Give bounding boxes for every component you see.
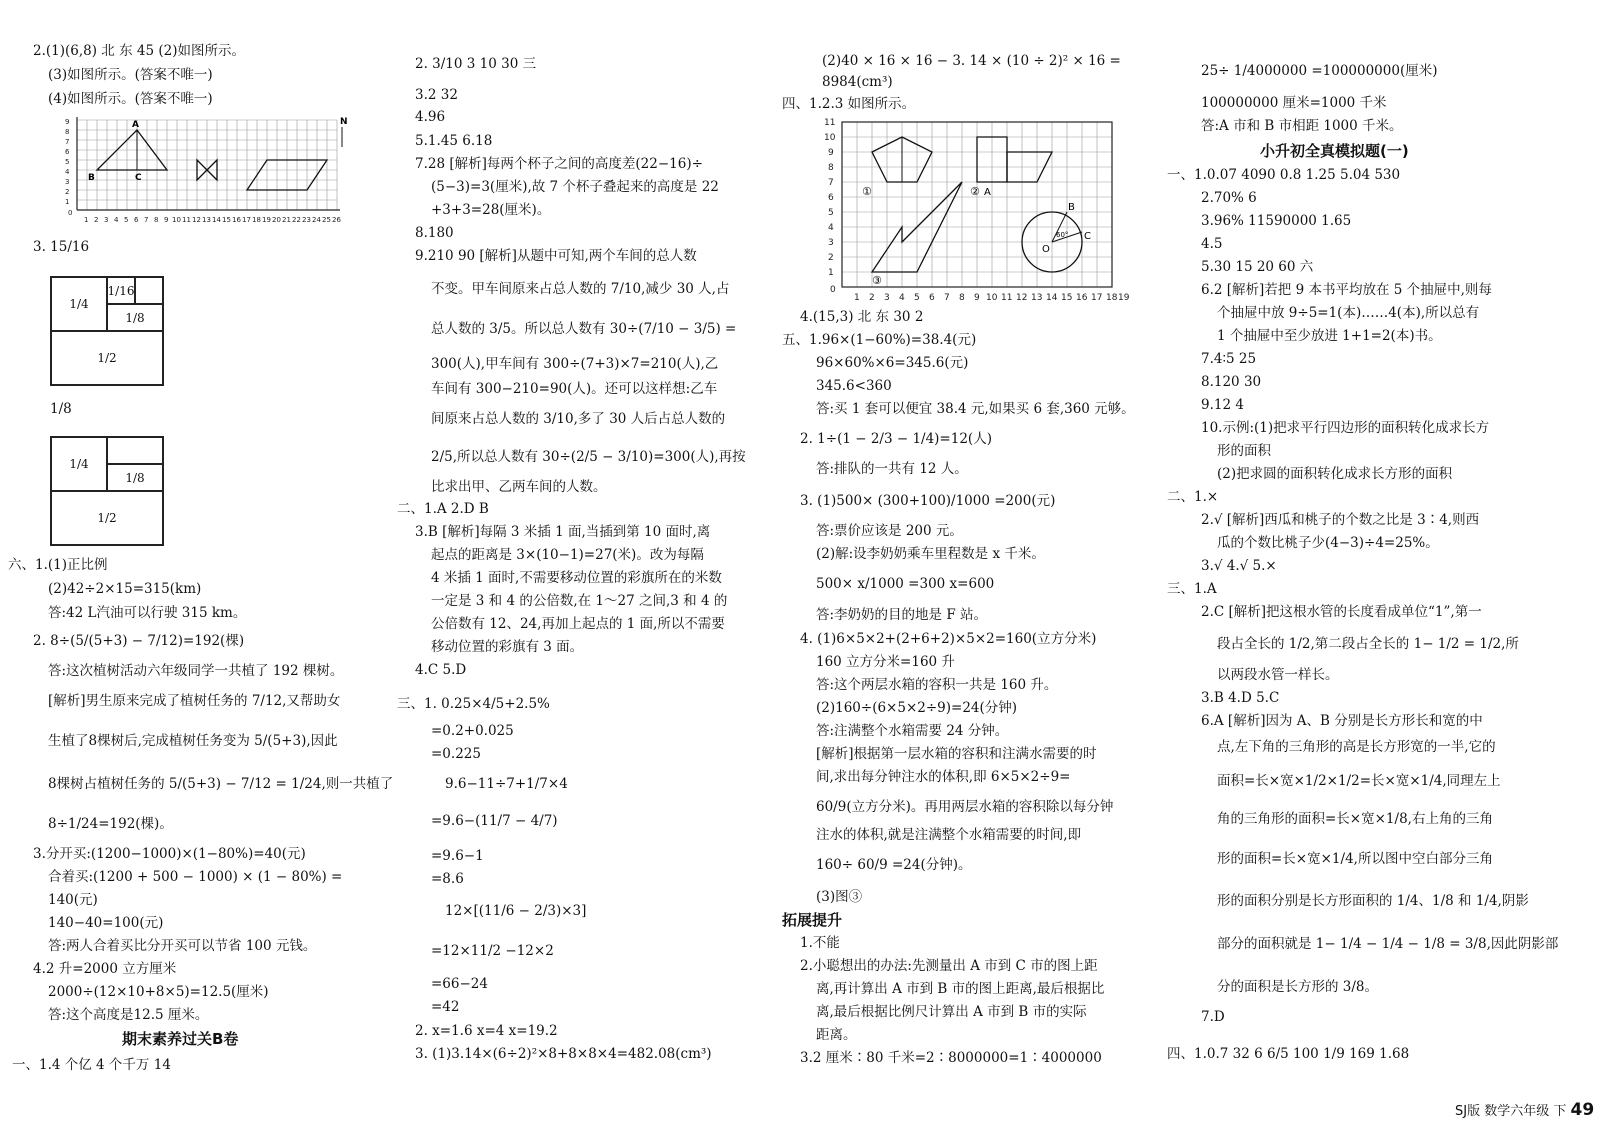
svg-text:0: 0 <box>830 285 836 295</box>
answer-line: 生植了8棵树后,完成植树任务变为 5/(5+3),因此 <box>48 733 338 749</box>
answer-line: 间,求出每分钟注水的体积,即 6×5×2÷9= <box>816 769 1071 785</box>
svg-text:20: 20 <box>272 216 281 224</box>
answer-line: 部分的面积就是 1− 1/4 − 1/4 − 1/8 = 3/8,因此阴影部 <box>1217 936 1559 952</box>
cell-eighth: 1/8 <box>107 304 163 331</box>
answer-line: 二、1.A 2.D B <box>397 501 489 517</box>
answer-line: 以两段水管一样长。 <box>1217 667 1339 683</box>
answer-line: 6.A [解析]因为 A、B 分别是长方形长和宽的中 <box>1201 713 1483 729</box>
answer-line: 7.28 [解析]每两个杯子之间的高度差(22−16)÷ <box>415 156 703 172</box>
svg-text:21: 21 <box>282 216 291 224</box>
svg-text:12: 12 <box>1016 293 1028 303</box>
answer-line: 形的面积分别是长方形面积的 1/4、1/8 和 1/4,阴影 <box>1217 893 1529 909</box>
svg-text:3: 3 <box>104 216 109 224</box>
answer-line: 2. 1÷(1 − 2/3 − 1/4)=12(人) <box>800 431 992 447</box>
answer-line: 三、1. 0.25×4/5+2.5% <box>397 696 550 712</box>
cell-sixteenth: 1/16 <box>107 277 135 304</box>
answer-line: 5.1.45 6.18 <box>415 133 493 149</box>
answer-line: 60/9(立方分米)。再用两层水箱的容积除以每分钟 <box>816 799 1114 815</box>
cell-quarter: 1/4 <box>51 437 107 491</box>
answer-line: 瓜的个数比桃子少(4−3)÷4=25%。 <box>1217 535 1439 551</box>
answer-line: =9.6−1 <box>431 848 484 864</box>
svg-text:0: 0 <box>68 209 73 217</box>
answer-line: 160÷ 60/9 =24(分钟)。 <box>816 857 972 873</box>
answer-line: [解析]根据第一层水箱的容积和注满水需要的时 <box>816 746 1097 762</box>
cell-half: 1/2 <box>51 491 163 545</box>
fraction-square-1 <box>50 276 164 386</box>
north-label: N <box>340 117 348 127</box>
answer-line: 2/5,所以总人数有 30÷(2/5 − 3/10)=300(人),再按 <box>431 449 746 465</box>
answer-line: 300(人),甲车间有 300÷(7+3)×7=210(人),乙 <box>431 356 719 372</box>
svg-text:2: 2 <box>869 293 875 303</box>
answer-line: 答:这个高度是12.5 厘米。 <box>48 1007 209 1023</box>
svg-text:13: 13 <box>202 216 211 224</box>
answer-line: 10.示例:(1)把求平行四边形的面积转化成求长方 <box>1201 420 1490 436</box>
cell-blank <box>135 277 163 304</box>
svg-text:1: 1 <box>828 268 834 278</box>
svg-text:17: 17 <box>242 216 251 224</box>
svg-text:6: 6 <box>134 216 139 224</box>
answer-line: 9.12 4 <box>1201 397 1244 413</box>
answer-line: 4.2 升=2000 立方厘米 <box>33 961 177 977</box>
svg-text:2: 2 <box>828 253 834 263</box>
answer-line: (2)解:设李奶奶乘车里程数是 x 千米。 <box>816 546 1045 562</box>
svg-text:9: 9 <box>828 148 834 158</box>
answer-line: =8.6 <box>431 871 464 887</box>
answer-line: 8÷1/24=192(棵)。 <box>48 816 173 832</box>
svg-text:5: 5 <box>65 158 70 166</box>
answer-line: (3)如图所示。(答案不唯一) <box>48 67 213 83</box>
svg-text:8: 8 <box>959 293 965 303</box>
svg-text:6: 6 <box>65 148 70 156</box>
answer-line: 2. x=1.6 x=4 x=19.2 <box>415 1023 558 1039</box>
answer-line: 1 个抽屉中至少放进 1+1=2(本)书。 <box>1217 328 1442 344</box>
point-c-label: C <box>1084 231 1091 242</box>
answer-line: 离,再计算出 A 市到 B 市的图上距离,最后根据比 <box>816 981 1105 997</box>
answer-line: (5−3)=3(厘米),故 7 个杯子叠起来的高度是 22 <box>431 179 719 195</box>
answer-line: 答:两人合着买比分开买可以节省 100 元钱。 <box>48 938 317 954</box>
svg-text:19: 19 <box>1118 293 1130 303</box>
svg-text:14: 14 <box>1046 293 1058 303</box>
answer-line: 合着买:(1200 + 500 − 1000) × (1 − 80%) = <box>48 869 343 885</box>
answer-line: 答:A 市和 B 市相距 1000 千米。 <box>1201 118 1403 134</box>
shape-2-label: ② <box>970 185 980 198</box>
svg-text:15: 15 <box>1061 293 1073 303</box>
svg-text:6: 6 <box>828 193 834 203</box>
svg-text:18: 18 <box>252 216 261 224</box>
answer-line: 车间有 300−210=90(人)。还可以这样想:乙车 <box>431 381 718 397</box>
answer-line: 8.180 <box>415 225 454 241</box>
svg-text:4: 4 <box>114 216 119 224</box>
answer-line: 4.(15,3) 北 东 30 2 <box>800 309 924 325</box>
answer-line: 8984(cm³) <box>822 74 893 90</box>
svg-text:5: 5 <box>124 216 129 224</box>
svg-text:7: 7 <box>65 138 70 146</box>
answer-line: 25÷ 1/4000000 =100000000(厘米) <box>1201 63 1438 79</box>
svg-text:11: 11 <box>824 118 836 128</box>
svg-text:7: 7 <box>828 178 834 188</box>
svg-text:12: 12 <box>192 216 201 224</box>
svg-text:1: 1 <box>84 216 89 224</box>
answer-line: (4)如图所示。(答案不唯一) <box>48 91 213 107</box>
answer-line: 500× x/1000 =300 x=600 <box>816 576 995 592</box>
answer-line: 距离。 <box>816 1027 857 1043</box>
answer-line: 2.70% 6 <box>1201 190 1257 206</box>
answer-line: 一定是 3 和 4 的公倍数,在 1～27 之间,3 和 4 的 <box>431 593 728 609</box>
answer-line: 比求出甲、乙两车间的人数。 <box>431 479 607 495</box>
svg-text:7: 7 <box>944 293 950 303</box>
answer-line: 间原来占总人数的 3/10,多了 30 人后占总人数的 <box>431 411 726 427</box>
answer-line: 7.D <box>1201 1009 1225 1025</box>
point-b-label: B <box>1068 202 1075 213</box>
svg-text:25: 25 <box>322 216 331 224</box>
point-a-label: A <box>984 187 991 198</box>
svg-text:10: 10 <box>986 293 998 303</box>
svg-text:4: 4 <box>828 223 834 233</box>
answer-line: 答:买 1 套可以便宜 38.4 元,如果买 6 套,360 元够。 <box>816 401 1135 417</box>
edition-label: SJ版 <box>1455 1104 1481 1119</box>
answer-line: 答:排队的一共有 12 人。 <box>816 461 968 477</box>
page-number: 49 <box>1570 1100 1595 1120</box>
svg-text:1: 1 <box>65 198 70 206</box>
point-c-label: C <box>135 173 142 183</box>
answer-line: 3.96% 11590000 1.65 <box>1201 213 1352 229</box>
answer-line: 6.2 [解析]若把 9 本书平均放在 5 个抽屉中,则每 <box>1201 282 1492 298</box>
answer-line: 答:李奶奶的目的地是 F 站。 <box>816 607 987 623</box>
answer-line: 96×60%×6=345.6(元) <box>816 355 969 371</box>
svg-text:3: 3 <box>828 238 834 248</box>
answer-line: 8棵树占植树任务的 5/(5+3) − 7/12 = 1/24,则一共植了 <box>48 776 394 792</box>
cell-blank <box>107 437 163 464</box>
cell-eighth: 1/8 <box>107 464 163 491</box>
answer-line: 140−40=100(元) <box>48 915 164 931</box>
subject-label: 数学六年级 <box>1484 1104 1550 1119</box>
svg-text:8: 8 <box>828 163 834 173</box>
svg-text:16: 16 <box>1076 293 1088 303</box>
answer-line: 100000000 厘米=1000 千米 <box>1201 95 1387 111</box>
answer-line: 五、1.96×(1−60%)=38.4(元) <box>782 332 977 348</box>
answer-line: 形的面积=长×宽×1/4,所以图中空白部分三角 <box>1217 851 1493 867</box>
coordinate-grid-figure <box>820 112 1130 308</box>
answer-line: 2. 8÷(5/(5+3) − 7/12)=192(棵) <box>33 633 245 649</box>
section-title: 拓展提升 <box>782 911 843 929</box>
svg-text:4: 4 <box>899 293 905 303</box>
answer-line: 4. (1)6×5×2+(2+6+2)×5×2=160(立方分米) <box>800 631 1097 647</box>
svg-text:2: 2 <box>94 216 99 224</box>
svg-text:9: 9 <box>65 118 70 126</box>
svg-text:3: 3 <box>65 178 70 186</box>
answer-line: [解析]男生原来完成了植树任务的 7/12,又帮助女 <box>48 693 341 709</box>
svg-text:11: 11 <box>182 216 191 224</box>
answer-line: 一、1.0.07 4090 0.8 1.25 5.04 530 <box>1167 167 1401 183</box>
svg-text:5: 5 <box>914 293 920 303</box>
answer-line: =66−24 <box>431 976 488 992</box>
answer-line: 不变。甲车间原来占总人数的 7/10,减少 30 人,占 <box>431 281 730 297</box>
answer-line: 起点的距离是 3×(10−1)=27(米)。改为每隔 <box>431 547 704 563</box>
answer-line: 8.120 30 <box>1201 374 1262 390</box>
svg-text:19: 19 <box>262 216 271 224</box>
answer-line: 3. (1)500× (300+100)/1000 =200(元) <box>800 493 1056 509</box>
shape-3-label: ③ <box>872 274 882 287</box>
answer-line: 3.2 厘米∶80 千米=2∶8000000=1∶4000000 <box>800 1050 1102 1066</box>
svg-text:13: 13 <box>1031 293 1043 303</box>
svg-text:18: 18 <box>1106 293 1118 303</box>
svg-text:9: 9 <box>164 216 169 224</box>
answer-line: =0.2+0.025 <box>431 723 514 739</box>
answer-line: 4.C 5.D <box>415 662 467 678</box>
answer-line: 3. (1)3.14×(6÷2)²×8+8×8×4=482.08(cm³) <box>415 1046 712 1062</box>
answer-line: 四、1.2.3 如图所示。 <box>782 96 916 112</box>
answer-line: (3)图③ <box>816 889 863 905</box>
answer-line: 四、1.0.7 32 6 6/5 100 1/9 169 1.68 <box>1167 1046 1410 1062</box>
svg-text:2: 2 <box>65 188 70 196</box>
answer-line: 答:这个两层水箱的容积一共是 160 升。 <box>816 677 1058 693</box>
answer-line: 答:注满整个水箱需要 24 分钟。 <box>816 723 1009 739</box>
answer-line: =9.6−(11/7 − 4/7) <box>431 813 558 829</box>
cell-quarter: 1/4 <box>51 277 107 331</box>
svg-text:4: 4 <box>65 168 70 176</box>
answer-line: 4.96 <box>415 109 446 125</box>
answer-line: 2.C [解析]把这根水管的长度看成单位“1”,第一 <box>1201 604 1482 620</box>
point-b-label: B <box>88 173 95 183</box>
svg-text:16: 16 <box>232 216 241 224</box>
svg-text:9: 9 <box>974 293 980 303</box>
answer-line: 2000÷(12×10+8×5)=12.5(厘米) <box>48 984 269 1000</box>
answer-line: 移动位置的彩旗有 3 面。 <box>431 639 584 655</box>
answer-line: 2.小聪想出的办法:先测量出 A 市到 C 市的图上距 <box>800 958 1098 974</box>
answer-line: (2)160÷(6×5×2÷9)=24(分钟) <box>816 700 1018 716</box>
svg-text:3: 3 <box>884 293 890 303</box>
answer-line: 7.4∶5 25 <box>1201 351 1257 367</box>
answer-line: (2)42÷2×15=315(km) <box>48 581 202 597</box>
answer-line: 9.210 90 [解析]从题中可知,两个车间的总人数 <box>415 248 697 264</box>
svg-text:5: 5 <box>828 208 834 218</box>
answer-line: 4.5 <box>1201 236 1223 252</box>
fraction-square-2 <box>50 436 164 546</box>
answer-line: 2.√ [解析]西瓜和桃子的个数之比是 3∶4,则西 <box>1201 512 1480 528</box>
answer-line: 140(元) <box>48 892 98 908</box>
svg-text:22: 22 <box>292 216 301 224</box>
answer-line: 三、1.A <box>1167 581 1217 597</box>
shape-1-label: ① <box>862 185 872 198</box>
answer-line: =0.225 <box>431 746 481 762</box>
answer-line: 六、1.(1)正比例 <box>8 557 108 573</box>
svg-text:23: 23 <box>302 216 311 224</box>
answer-line: 3.B 4.D 5.C <box>1201 690 1280 706</box>
answer-line: 3.分开买:(1200−1000)×(1−80%)=40(元) <box>33 846 306 862</box>
svg-text:24: 24 <box>312 216 321 224</box>
answer-line: 形的面积 <box>1217 443 1271 459</box>
answer-line: (2)把求圆的面积转化成求长方形的面积 <box>1217 466 1453 482</box>
answer-line: 一、1.4 个亿 4 个千万 14 <box>12 1057 171 1073</box>
answer-line: 点,左下角的三角形的高是长方形宽的一半,它的 <box>1217 739 1496 755</box>
answer-line: 12×[(11/6 − 2/3)×3] <box>445 903 587 919</box>
answer-line: 个抽屉中放 9÷5=1(本)……4(本),所以总有 <box>1217 305 1480 321</box>
svg-text:26: 26 <box>332 216 341 224</box>
answer-line: 总人数的 3/5。所以总人数有 30÷(7/10 − 3/5) = <box>431 321 737 337</box>
answer-line: (2)40 × 16 × 16 − 3. 14 × (10 ÷ 2)² × 16 = <box>822 53 1121 69</box>
answer-line: 分的面积是长方形的 3/8。 <box>1217 979 1379 995</box>
answer-line: 面积=长×宽×1/2×1/2=长×宽×1/4,同理左上 <box>1217 773 1501 789</box>
section-title: 期末素养过关B卷 <box>122 1030 239 1048</box>
svg-text:1: 1 <box>854 293 860 303</box>
answer-line: 5.30 15 20 60 六 <box>1201 259 1314 275</box>
svg-text:10: 10 <box>824 133 836 143</box>
answer-line: 1/8 <box>50 401 72 417</box>
answer-line: 1.不能 <box>800 935 840 951</box>
section-title: 小升初全真模拟题(一) <box>1260 142 1409 160</box>
answer-line: 2. 3/10 3 10 30 三 <box>415 56 537 72</box>
answer-line: =12×11/2 −12×2 <box>431 943 554 959</box>
point-a-label: A <box>132 120 139 130</box>
answer-line: 160 立方分米=160 升 <box>816 654 955 670</box>
answer-line: 2.(1)(6,8) 北 东 45 (2)如图所示。 <box>33 43 245 59</box>
answer-line: 公倍数有 12、24,再加上起点的 1 面,所以不需要 <box>431 616 725 632</box>
svg-text:6: 6 <box>929 293 935 303</box>
answer-line: 角的三角形的面积=长×宽×1/8,右上角的三角 <box>1217 811 1493 827</box>
svg-text:15: 15 <box>222 216 231 224</box>
svg-text:7: 7 <box>144 216 149 224</box>
answer-line: 3.2 32 <box>415 87 458 103</box>
answer-line: 答:这次植树活动六年级同学一共植了 192 棵树。 <box>48 663 344 679</box>
svg-text:10: 10 <box>172 216 181 224</box>
answer-line: 注水的体积,就是注满整个水箱需要的时间,即 <box>816 827 1082 843</box>
answer-line: 3.√ 4.√ 5.× <box>1201 558 1277 574</box>
grid-figure <box>62 112 362 227</box>
angle-label: 60° <box>1056 231 1069 239</box>
svg-text:17: 17 <box>1091 293 1103 303</box>
answer-line: +3+3=28(厘米)。 <box>431 202 551 218</box>
answer-line: 9.6−11÷7+1/7×4 <box>445 776 568 792</box>
answer-line: 离,最后根据比例尺计算出 A 市到 B 市的实际 <box>816 1004 1087 1020</box>
svg-text:8: 8 <box>154 216 159 224</box>
answer-line: 3. 15/16 <box>33 239 90 255</box>
answer-line: 答:票价应该是 200 元。 <box>816 523 963 539</box>
answer-line: 答:42 L汽油可以行驶 315 km。 <box>48 605 247 621</box>
term-label: 下 <box>1553 1104 1567 1119</box>
answer-line: 4 米插 1 面时,不需要移动位置的彩旗所在的米数 <box>431 570 722 586</box>
answer-line: 345.6<360 <box>816 378 892 394</box>
answer-line: 段占全长的 1/2,第二段占全长的 1− 1/2 = 1/2,所 <box>1217 636 1519 652</box>
answer-line: =42 <box>431 999 460 1015</box>
svg-text:11: 11 <box>1001 293 1013 303</box>
answer-line: 二、1.× <box>1167 489 1219 505</box>
cell-half: 1/2 <box>51 331 163 385</box>
svg-text:14: 14 <box>212 216 221 224</box>
page-footer <box>1455 1100 1594 1120</box>
point-o-label: O <box>1042 244 1050 255</box>
svg-text:8: 8 <box>65 128 70 136</box>
answer-line: 3.B [解析]每隔 3 米插 1 面,当插到第 10 面时,离 <box>415 524 711 540</box>
